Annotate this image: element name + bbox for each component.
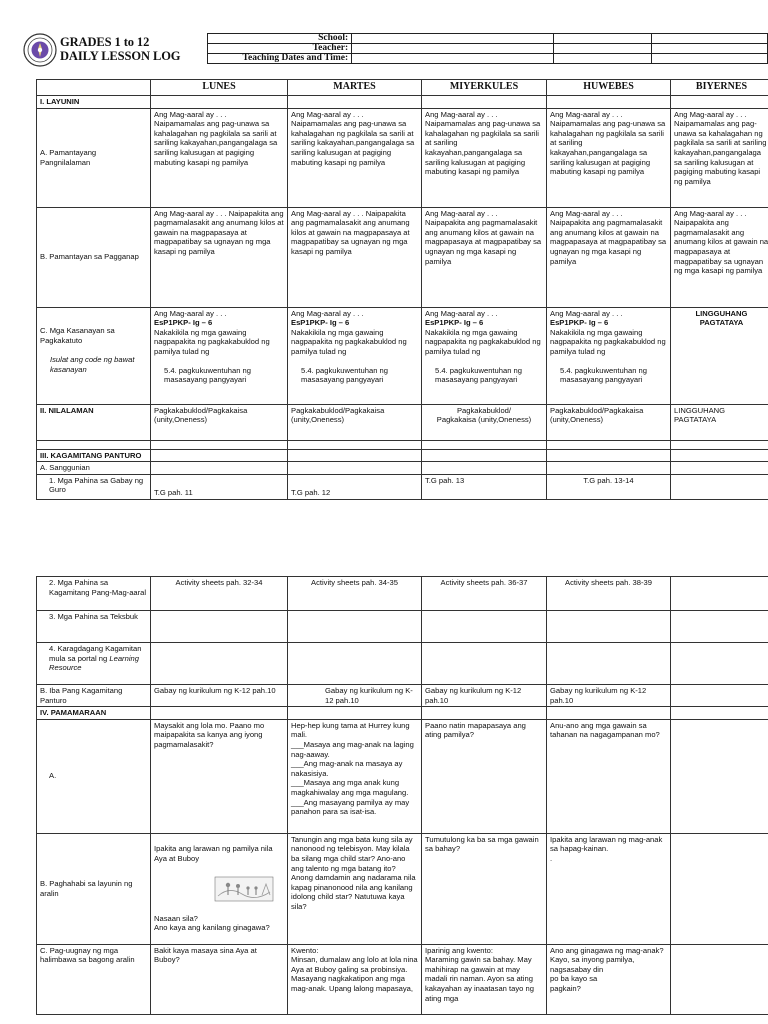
cell-c-martes: Ang Mag-aaral ay . . . EsP1PKP- Ig – 6 Nakakikila ng mga gawaing nagpapakita ng pagkakabuklod ng pamilya tulad ng 5.4. pagkukuwentuhan ng masasayang pangyayari <box>288 307 422 404</box>
corner-cell <box>37 80 151 96</box>
cell-gabay-miyerkules: T.G pah. 13 <box>422 474 547 499</box>
lesson-log-table-page1 <box>36 79 768 500</box>
cell-pam-b-lunes: Ipakita ang larawan ng pamilya nila Aya at Buboy Nasaan sila? Ano kaya ang kanilang ginagawa? <box>151 833 288 944</box>
row-label-iba-pang-kagamitan: B. Iba Pang Kagamitang Panturo <box>37 685 151 707</box>
cell-gabay-lunes: T.G pah. 11 <box>151 474 288 499</box>
row-label-kagamitan-mag-aaral: 2. Mga Pahina sa Kagamitang Pang-Mag-aaral <box>37 577 151 611</box>
cell-nilalaman-martes: Pagkakabuklod/Pagkakaisa (unity,Oneness) <box>288 404 422 440</box>
cell-a-biyernes: Ang Mag-aaral ay . . . Naipamamalas ang pag-unawa sa kahalagahan ng pagkilala sa sarili at sariling kakayahan,pangangalaga sa sariling kalusugan at pagiging mabuting kasapi ng pamilya <box>671 108 768 207</box>
family-picture-icon <box>214 876 274 902</box>
cell-iba-lunes: Gabay ng kurikulum ng K-12 pah.10 <box>151 685 288 707</box>
section-pamamaraan: IV. PAMAMARAAN <box>37 707 151 720</box>
dates-value[interactable] <box>352 54 553 64</box>
day-header-lunes: LUNES <box>151 80 288 96</box>
cell-c-huwebes: Ang Mag-aaral ay . . . EsP1PKP- Ig – 6 Nakakikila ng mga gawaing nagpapakita ng pagkakabuklod ng pamilya tulad ng 5.4. pagkukuwentuhan ng masasayang pangyayari <box>547 307 671 404</box>
cell-b-huwebes: Ang Mag-aaral ay . . . Naipapakita ang pagmamalasakit ang anumang kilos at gawain na magpapasaya at magpapatibay sa ugnayan ng mga kasapi ng pamilya <box>547 207 671 307</box>
cell-pam-a-lunes: Maysakit ang lola mo. Paano mo maipapakita sa kanya ang iyong pagmamalasakit? <box>151 719 288 833</box>
cell-pam-b-biyernes <box>671 833 768 944</box>
row-label-kasanayan: C. Mga Kasanayan sa Pagkakatuto Isulat ang code ng bawat kasanayan <box>37 307 151 404</box>
cell-nilalaman-miyerkules: Pagkakabuklod/ Pagkakaisa (unity,Oneness) <box>422 404 547 440</box>
cell-b-martes: Ang Mag-aaral ay . . . Naipapakita ang pagmamalasakit ang anumang kilos at gawain na magpapasaya at magpapatibay sa ugnayan ng mga kasapi ng pamilya <box>288 207 422 307</box>
row-label-pamantayang-pangnilalaman: A. Pamantayang Pangnilalaman <box>37 108 151 207</box>
cell-pam-a-miyerkules: Paano natin mapapasaya ang ating pamilya? <box>422 719 547 833</box>
cell-nilalaman-huwebes: Pagkakabuklod/Pagkakaisa (unity,Oneness) <box>547 404 671 440</box>
school-label: School: <box>208 34 352 44</box>
cell-pam-c-martes: Kwento: Minsan, dumalaw ang lolo at lola nina Aya at Buboy galing sa probinsiya. Masayang nagkakatipon ang mga mag-anak. Upang lalong mapasaya, <box>288 944 422 1014</box>
cell-iba-martes: Gabay ng kurikulum ng K-12 pah.10 <box>288 685 422 707</box>
cell-iba-biyernes <box>671 685 768 707</box>
row-label-pamantayan-sa-pagganap: B. Pamantayan sa Pagganap <box>37 207 151 307</box>
row-label-pag-uugnay: C. Pag-uugnay ng mga halimbawa sa bagong aralin <box>37 944 151 1014</box>
cell-c-biyernes: LINGGUHANG PAGTATAYA <box>671 307 768 404</box>
cell-kagamitan-huwebes: Activity sheets pah. 38-39 <box>547 577 671 611</box>
cell-b-biyernes: Ang Mag-aaral ay . . . Naipapakita ang pagmamalasakit ang anumang kilos at gawain na magpapasaya at magpapatibay sa ugnayan ng mga kasapi ng pamilya <box>671 207 768 307</box>
cell-c-lunes: Ang Mag-aaral ay . . . EsP1PKP- Ig – 6 Nakakikila ng mga gawaing nagpapakita ng pagkakabuklod ng pamilya tulad ng 5.4. pagkukuwentuhan ng masasayang pangyayari <box>151 307 288 404</box>
cell-a-huwebes: Ang Mag-aaral ay . . . Naipamamalas ang pag-unawa sa kahalagahan ng pagkilala sa sarili at sariling kakayahan,pangangalaga sa sariling kalusugan at pagiging mabuting kasapi ng pamilya <box>547 108 671 207</box>
cell-pam-a-martes: Hep-hep kung tama at Hurrey kung mali. ___Masaya ang mag-anak na laging nag-aaway. ___Ang mag-anak na masaya ay nakasisiya. ___Masaya ang mga anak kung magkahiwalay ang mga magulang. ___Ang masayang pamilya ay may panahon para sa isat-isa. <box>288 719 422 833</box>
cell-nilalaman-biyernes: LINGGUHANG PAGTATAYA <box>671 404 768 440</box>
cell-pam-c-biyernes <box>671 944 768 1014</box>
title-line-1: GRADES 1 to 12 <box>60 35 150 49</box>
cell-b-miyerkules: Ang Mag-aaral ay . . . Naipapakita ang pagmamalasakit ang anumang kilos at gawain na magpapasaya at magpapatibay sa ugnayan ng mga kasapi ng pamilya <box>422 207 547 307</box>
cell-a-miyerkules: Ang Mag-aaral ay . . . Naipamamalas ang pag-unawa sa kahalagahan ng pagkilala sa sarili at sariling kakayahan,pangangalaga sa sariling kalusugan at pagiging mabuting kasapi ng pamilya <box>422 108 547 207</box>
cell-iba-huwebes: Gabay ng kurikulum ng K-12 pah.10 <box>547 685 671 707</box>
learning-area-extra[interactable] <box>651 44 767 54</box>
cell-gabay-biyernes <box>671 474 768 499</box>
cell-pam-b-huwebes: Ipakita ang larawan ng mag-anak sa hapag-kainan. . <box>547 833 671 944</box>
dates-label: Teaching Dates and Time: <box>208 54 352 64</box>
cell-pam-a-huwebes: Anu-ano ang mga gawain sa tahanan na nagagampanan mo? <box>547 719 671 833</box>
cell-a-martes: Ang Mag-aaral ay . . . Naipamamalas ang pag-unawa sa kahalagahan ng pagkilala sa sarili at sariling kakayahan,pangangalaga sa sariling kalusugan at pagiging mabuting kasapi ng pamilya <box>288 108 422 207</box>
teacher-value[interactable] <box>352 44 553 54</box>
cell-c-miyerkules: Ang Mag-aaral ay . . . EsP1PKP- Ig – 6 Nakakikila ng mga gawaing nagpapakita ng pagkakabuklod ng pamilya tulad ng 5.4. pagkukuwentuhan ng masasayang pangyayari <box>422 307 547 404</box>
header-info-table <box>207 33 768 64</box>
section-nilalaman: II. NILALAMAN <box>37 404 151 440</box>
cell-kagamitan-biyernes <box>671 577 768 611</box>
cell-nilalaman-lunes: Pagkakabuklod/Pagkakaisa (unity,Oneness) <box>151 404 288 440</box>
document-title <box>60 35 180 63</box>
section-sanggunian: A. Sanggunian <box>37 462 151 475</box>
learning-area-value[interactable] <box>553 44 651 54</box>
section-kagamitan: III. KAGAMITANG PANTURO <box>37 449 151 462</box>
cell-gabay-martes: T.G pah. 12 <box>288 474 422 499</box>
kasanayan-note: Isulat ang code ng bawat kasanayan <box>50 354 135 374</box>
row-label-gabay-guro: 1. Mga Pahina sa Gabay ng Guro <box>37 474 151 499</box>
teacher-label: Teacher: <box>208 44 352 54</box>
lesson-log-table-page2 <box>36 576 768 1015</box>
row-label-a: A. <box>37 719 151 833</box>
title-line-2: DAILY LESSON LOG <box>60 49 181 63</box>
cell-a-lunes: Ang Mag-aaral ay . . . Naipamamalas ang pag-unawa sa kahalagahan ng pagkilala sa sarili at sariling kakayahan,pangangalaga sa sariling kalusugan at pagiging mabuting kasapi ng pamilya <box>151 108 288 207</box>
cell-kagamitan-lunes: Activity sheets pah. 32-34 <box>151 577 288 611</box>
row-label-paghahabi: B. Paghahabi sa layunin ng aralin <box>37 833 151 944</box>
cell-pam-c-huwebes: Ano ang ginagawa ng mag-anak? Kayo, sa inyong pamilya, nagsasabay din po ba kayo sa pagkain? <box>547 944 671 1014</box>
cell-kagamitan-miyerkules: Activity sheets pah. 36-37 <box>422 577 547 611</box>
cell-gabay-huwebes: T.G pah. 13-14 <box>547 474 671 499</box>
grade-level-value[interactable] <box>553 34 651 44</box>
row-label-teksbuk: 3. Mga Pahina sa Teksbuk <box>37 611 151 643</box>
cell-kagamitan-martes: Activity sheets pah. 34-35 <box>288 577 422 611</box>
grade-level-extra[interactable] <box>651 34 767 44</box>
day-header-miyerkules: MIYERKULES <box>422 80 547 96</box>
quarter-extra[interactable] <box>651 54 767 64</box>
row-label-karagdagang-kagamitan: 4. Karagdagang Kagamitan mula sa portal ng Learning Resource <box>37 643 151 685</box>
cell-pam-c-lunes: Bakit kaya masaya sina Aya at Buboy? <box>151 944 288 1014</box>
deped-seal-icon <box>23 33 57 67</box>
cell-iba-miyerkules: Gabay ng kurikulum ng K-12 pah.10 <box>422 685 547 707</box>
school-value[interactable] <box>352 34 553 44</box>
cell-pam-a-biyernes <box>671 719 768 833</box>
cell-b-lunes: Ang Mag-aaral ay . . . Naipapakita ang pagmamalasakit ang anumang kilos at gawain na magpapasaya at magpapatibay sa ugnayan ng mga kasapi ng pamilya <box>151 207 288 307</box>
day-header-huwebes: HUWEBES <box>547 80 671 96</box>
cell-pam-c-miyerkules: Iparinig ang kwento: Maraming gawin sa bahay. May mahihirap na gawain at may madali rin naman. Ayon sa ating kakayahan ay inaatasan tayo ng ating mga <box>422 944 547 1014</box>
cell-pam-b-martes: Tanungin ang mga bata kung sila ay nanonood ng telebisyon. May kilala ba silang mga child star? Ano-ano ang talento ng mga batang ito? Anong damdamin ang nadarama nila kapag pinanonood nila ang kanilang idolong child star? Natutuwa kaya sila? <box>288 833 422 944</box>
section-layunin: I. LAYUNIN <box>37 96 151 109</box>
day-header-biyernes: BIYERNES <box>671 80 768 96</box>
cell-pam-b-miyerkules: Tumutulong ka ba sa mga gawain sa bahay? <box>422 833 547 944</box>
day-header-martes: MARTES <box>288 80 422 96</box>
quarter-value[interactable] <box>553 54 651 64</box>
